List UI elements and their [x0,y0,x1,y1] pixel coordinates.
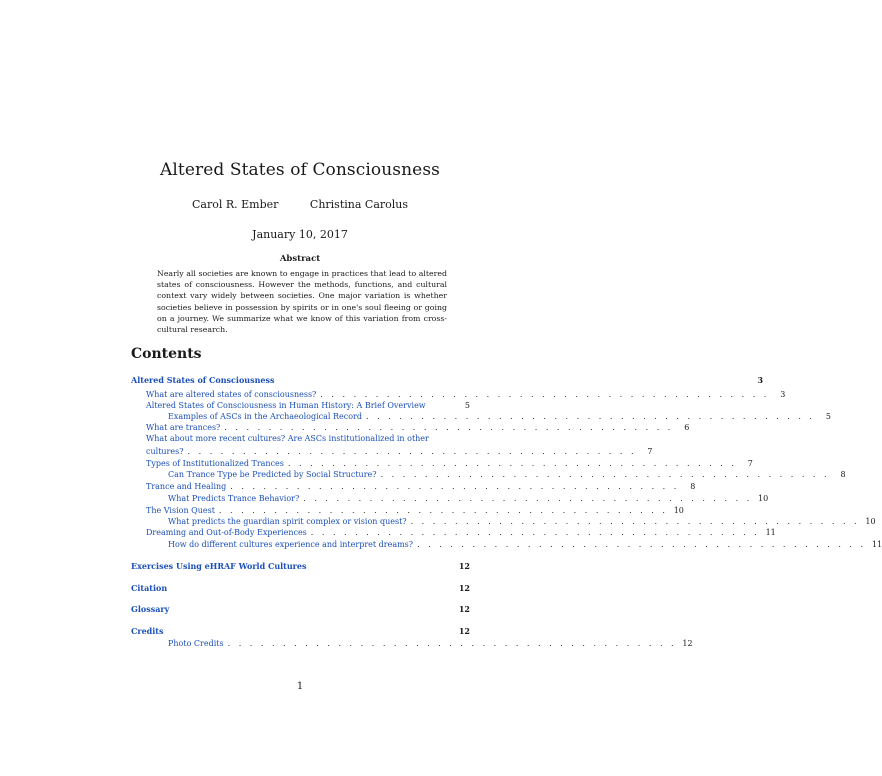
toc-entry-continuation[interactable] [146,446,653,457]
toc-page-number: 8 [840,470,846,479]
toc-page-number: 12 [458,561,470,571]
toc-entry-label: Exercises Using eHRAF World Cultures [131,561,307,571]
toc-page-number: 12 [458,583,470,593]
toc-leader-dots: . . . . . . . . . . . . . . . . . . . . . . . . . . . . . . . . . . . . . . . . . [287,459,737,468]
toc-page-number: 7 [747,459,753,468]
toc-leader-dots: . . . . . . . . . . . . . . . . . . . . . . . . . . . . . . . . . . . . . . . . . [230,482,680,491]
toc-entry-section[interactable] [131,561,470,572]
toc-entry-label: Credits [131,626,164,636]
toc-page-number: 3 [757,375,764,385]
toc-entry-section[interactable] [131,604,470,615]
toc-leader-dots: . . . . . . . . . . . . . . . . . . . . . . . . . . . . . . . . . . . . . . . . . [187,447,637,456]
toc-entry-label: Types of Institutionalized Trances [146,459,284,468]
toc-entry-label: Citation [131,583,168,593]
toc-page-number: 3 [780,390,786,399]
toc-entry-subsection[interactable] [146,481,696,492]
toc-entry-subsection[interactable] [146,400,470,411]
toc-entry-subsection[interactable] [146,527,776,538]
toc-entry-subsection[interactable] [146,433,470,444]
contents-heading: Contents [131,346,202,362]
toc-entry-subsubsection[interactable] [168,469,846,480]
toc-entry-label: The Vision Quest [146,506,215,515]
toc-entry-subsubsection[interactable] [168,539,882,550]
abstract-text: Nearly all societies are known to engage in practices that lead to altered states of consciousness. However the methods, functions, and cultural context vary widely between societies. One major variation is whether societies believe in possession by spirits or in one's soul fleeing or going on a journey. We summarize what we know of this variation from cross-cultural research. [157,269,447,335]
toc-leader-dots: . . . . . . . . . . . . . . . . . . . . . . . . . . . . . . . . . . . . . . . . . [303,494,753,503]
author-name: Christina Carolus [309,198,409,211]
toc-entry-label: What are altered states of consciousness? [146,390,317,399]
paper-title: Altered States of Consciousness [160,160,440,180]
toc-entry-label: Photo Credits [168,639,224,648]
toc-entry-label: cultures? [146,447,184,456]
abstract-heading: Abstract [279,254,321,264]
toc-page-number: 5 [464,401,470,410]
toc-entry-label: Altered States of Consciousness in Human History: A Brief Overview [146,401,426,410]
toc-entry-subsubsection[interactable] [168,493,769,504]
toc-entry-subsection[interactable] [146,458,753,469]
toc-entry-label: What Predicts Trance Behavior? [168,494,300,503]
toc-entry-subsubsection[interactable] [168,411,831,422]
toc-entry-label: What about more recent cultures? Are ASCs institutionalized in other [146,434,429,443]
toc-entry-label: How do different cultures experience and interpret dreams? [168,540,414,549]
page-number: 1 [296,681,304,692]
toc-leader-dots: . . . . . . . . . . . . . . . . . . . . . . . . . . . . . . . . . . . . . . . . . [410,517,860,526]
toc-page-number: 12 [458,626,470,636]
toc-page-number: 12 [458,604,470,614]
toc-entry-label: What predicts the guardian spirit complex or vision quest? [168,517,407,526]
author-name: Carol R. Ember [191,198,279,211]
toc-entry-subsubsection[interactable] [168,516,876,527]
toc-leader-dots: . . . . . . . . . . . . . . . . . . . . . . . . . . . . . . . . . . . . . . . . . [227,639,677,648]
toc-page-number: 6 [684,423,690,432]
toc-page-number: 12 [682,639,693,648]
author-list [0,198,600,211]
toc-page-number: 5 [825,412,831,421]
toc-page-number: 11 [765,528,776,537]
toc-page-number: 10 [865,517,876,526]
toc-entry-subsection[interactable] [146,422,690,433]
toc-leader-dots: . . . . . . . . . . . . . . . . . . . . . . . . . . . . . . . . . . . . . . . . . [224,423,674,432]
toc-entry-section[interactable] [131,375,764,386]
toc-page-number: 10 [673,506,684,515]
toc-page-number: 7 [647,447,653,456]
toc-entry-label: Trance and Healing [146,482,227,491]
toc-page-number: 10 [758,494,769,503]
toc-leader-dots: . . . . . . . . . . . . . . . . . . . . . . . . . . . . . . . . . . . . . . . . . [365,412,815,421]
toc-leader-dots: . . . . . . . . . . . . . . . . . . . . . . . . . . . . . . . . . . . . . . . . . [310,528,760,537]
toc-page-number: 11 [871,540,882,549]
toc-entry-label: Glossary [131,604,170,614]
toc-entry-subsubsection[interactable] [168,638,693,649]
toc-entry-label: What are trances? [146,423,221,432]
toc-leader-dots: . . . . . . . . . . . . . . . . . . . . . . . . . . . . . . . . . . . . . . . . . [380,470,830,479]
toc-entry-section[interactable] [131,626,470,637]
toc-entry-label: Altered States of Consciousness [131,375,275,385]
toc-entry-label: Examples of ASCs in the Archaeological Record [168,412,362,421]
publication-date: January 10, 2017 [252,228,348,241]
toc-entry-section[interactable] [131,583,470,594]
toc-leader-dots: . . . . . . . . . . . . . . . . . . . . . . . . . . . . . . . . . . . . . . . . . [218,506,668,515]
toc-leader-dots: . . . . . . . . . . . . . . . . . . . . . . . . . . . . . . . . . . . . . . . . . [417,540,867,549]
toc-entry-label: Can Trance Type be Predicted by Social Structure? [168,470,377,479]
toc-entry-label: Dreaming and Out-of-Body Experiences [146,528,307,537]
toc-entry-subsection[interactable] [146,389,786,400]
toc-page-number: 8 [690,482,696,491]
toc-entry-subsection[interactable] [146,505,684,516]
toc-leader-dots: . . . . . . . . . . . . . . . . . . . . . . . . . . . . . . . . . . . . . . . . . [320,390,770,399]
